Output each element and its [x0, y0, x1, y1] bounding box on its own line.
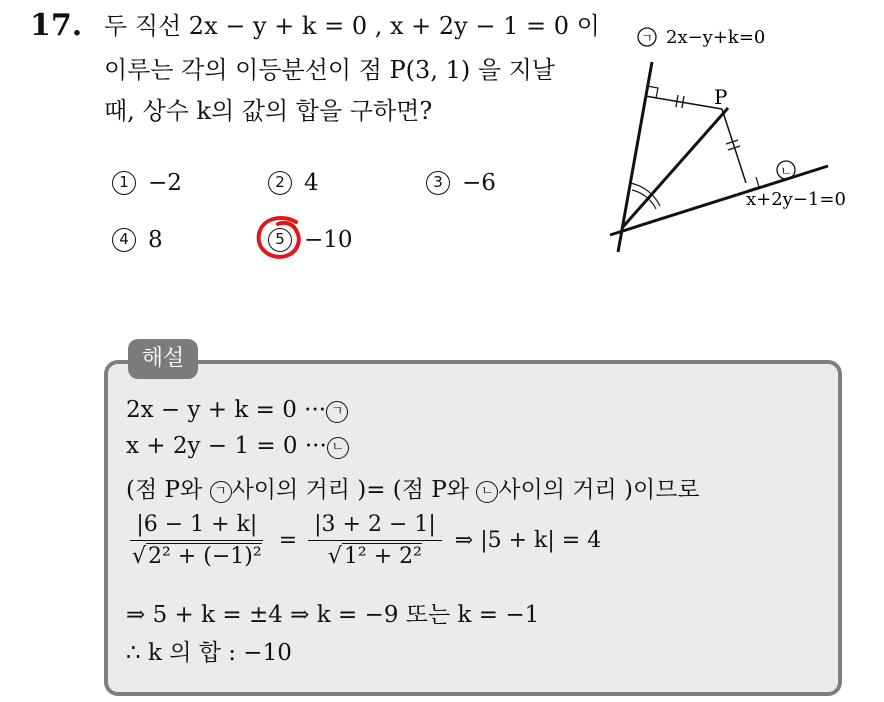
circle-mark-icon: ㄱ: [326, 401, 348, 423]
circle-mark-icon: ㄴ: [327, 437, 349, 459]
line-2-label: [746, 161, 846, 210]
solution-distance-line: (점 P와 ㄱ 사이의 거리 )= (점 P와 ㄴ 사이의 거리 )이므로: [126, 477, 700, 503]
svg-text:ㄴ: ㄴ: [780, 164, 792, 178]
circle-mark-icon: ㄴ: [476, 481, 498, 503]
option-value: −2: [148, 170, 182, 196]
fraction-1: $\frac{|6 - 1 + k|}{\text{√2² + (−1)²}}$: [132, 512, 262, 569]
option-mark: 5: [268, 228, 292, 252]
option-mark: 2: [268, 171, 292, 195]
option-2[interactable]: [268, 170, 319, 196]
fraction-2: $\frac{|3 + 2 - 1|}{\text{√1² + 2²}}$: [308, 512, 442, 569]
svg-text:ㄱ: ㄱ: [641, 31, 653, 45]
option-mark: 3: [426, 171, 450, 195]
solution-fraction-line: $\frac{|6 - 1 + k|}{\text{√2² + (−1)²}}$ = $\frac{|3 + 2 - 1|}{\text{√1² + 2²}}$ ⇒ |5 + k| = 4: [126, 512, 601, 569]
option-mark: 1: [112, 171, 136, 195]
option-3[interactable]: [426, 170, 496, 196]
option-1[interactable]: [112, 170, 182, 196]
point-p-label: P: [714, 85, 728, 109]
svg-text:2x−y+k=0: 2x−y+k=0: [666, 27, 766, 48]
line-1-label: [638, 27, 765, 48]
answer-circle-mark: [252, 212, 312, 264]
option-mark: 4: [112, 228, 136, 252]
question-number: 17.: [30, 8, 83, 43]
option-value: 8: [148, 227, 163, 253]
svg-text:x+2y−1=0: x+2y−1=0: [746, 189, 846, 210]
circle-mark-icon: ㄱ: [210, 481, 232, 503]
solution-tag: 해설: [128, 339, 198, 379]
option-value: 4: [304, 170, 319, 196]
option-4[interactable]: [112, 227, 163, 253]
perpendicular-2: [722, 109, 746, 183]
solution-eq-2: x + 2y − 1 = 0 ··· ㄴ: [126, 433, 349, 459]
question-line-1: 두 직선 2x − y + k = 0 , x + 2y − 1 = 0 이: [104, 12, 600, 40]
question-line-2: 이루는 각의 이등분선이 점 P(3, 1) 을 지날: [104, 56, 556, 84]
solution-step: ⇒ 5 + k = ±4 ⇒ k = −9 또는 k = −1: [126, 602, 540, 628]
solution-eq-1: 2x − y + k = 0 ··· ㄱ: [126, 397, 348, 423]
option-value: −10: [304, 227, 353, 253]
solution-answer: ∴ k 의 합 : −10: [126, 640, 292, 666]
bisector-figure: [600, 20, 870, 260]
bisector-line: [622, 108, 728, 228]
question-line-3: 때, 상수 k의 값의 합을 구하면?: [104, 97, 433, 125]
option-value: −6: [462, 170, 496, 196]
